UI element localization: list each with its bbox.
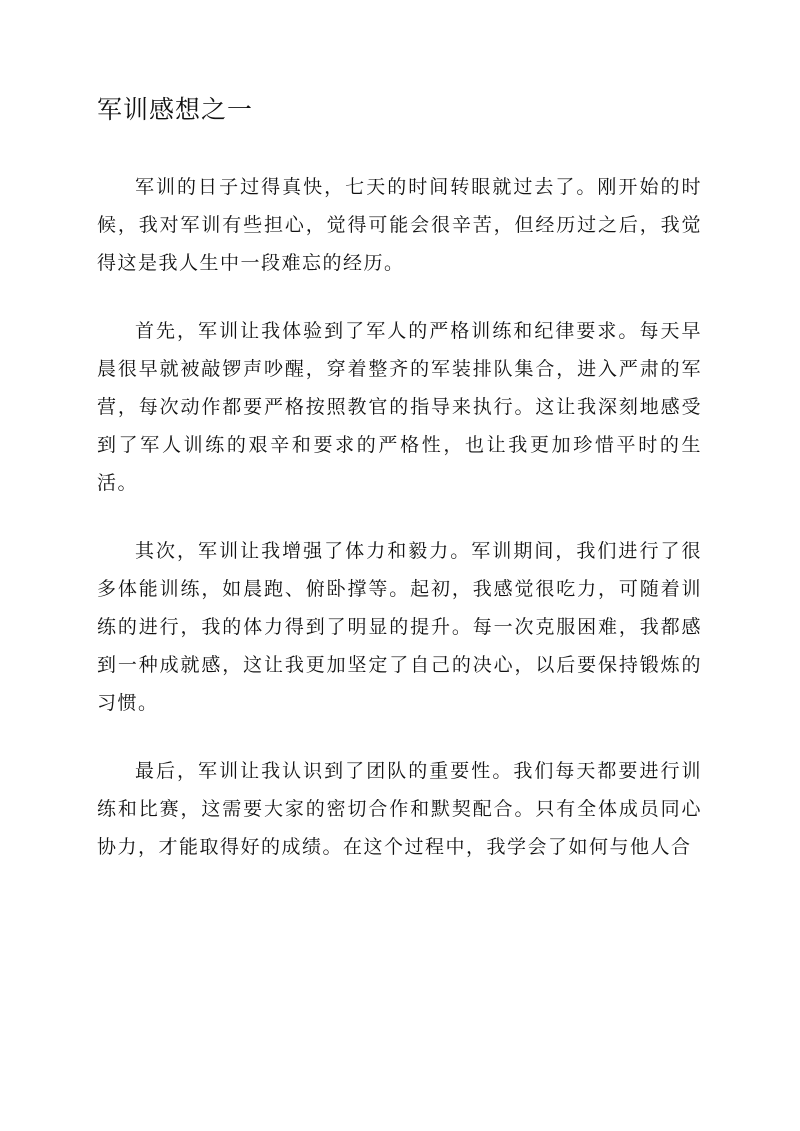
paragraph-3: 其次，军训让我增强了体力和毅力。军训期间，我们进行了很多体能训练，如晨跑、俯卧撑等。起初，我感觉很吃力，可随着训练的进行，我的体力得到了明显的提升。每一次克服困难，我都感到一种成就感，这让我更加坚定了自己的决心，以后要保持锻炼的习惯。 [97,540,702,714]
document-title: 军训感想之一 [97,95,254,124]
paragraph-2: 首先，军训让我体验到了军人的严格训练和纪律要求。每天早晨很早就被敲锣声吵醒，穿着整齐的军装排队集合，进入严肃的军营，每次动作都要严格按照教官的指导来执行。这让我深刻地感受到了军人训练的艰辛和要求的严格性，也让我更加珍惜平时的生活。 [97,320,702,494]
paragraph-1: 军训的日子过得真快，七天的时间转眼就过去了。刚开始的时候，我对军训有些担心，觉得可能会很辛苦，但经历过之后，我觉得这是我人生中一段难忘的经历。 [97,176,702,274]
paragraph-4: 最后，军训让我认识到了团队的重要性。我们每天都要进行训练和比赛，这需要大家的密切合作和默契配合。只有全体成员同心协力，才能取得好的成绩。在这个过程中，我学会了如何与他人合 [97,760,702,858]
document-body [97,168,702,896]
